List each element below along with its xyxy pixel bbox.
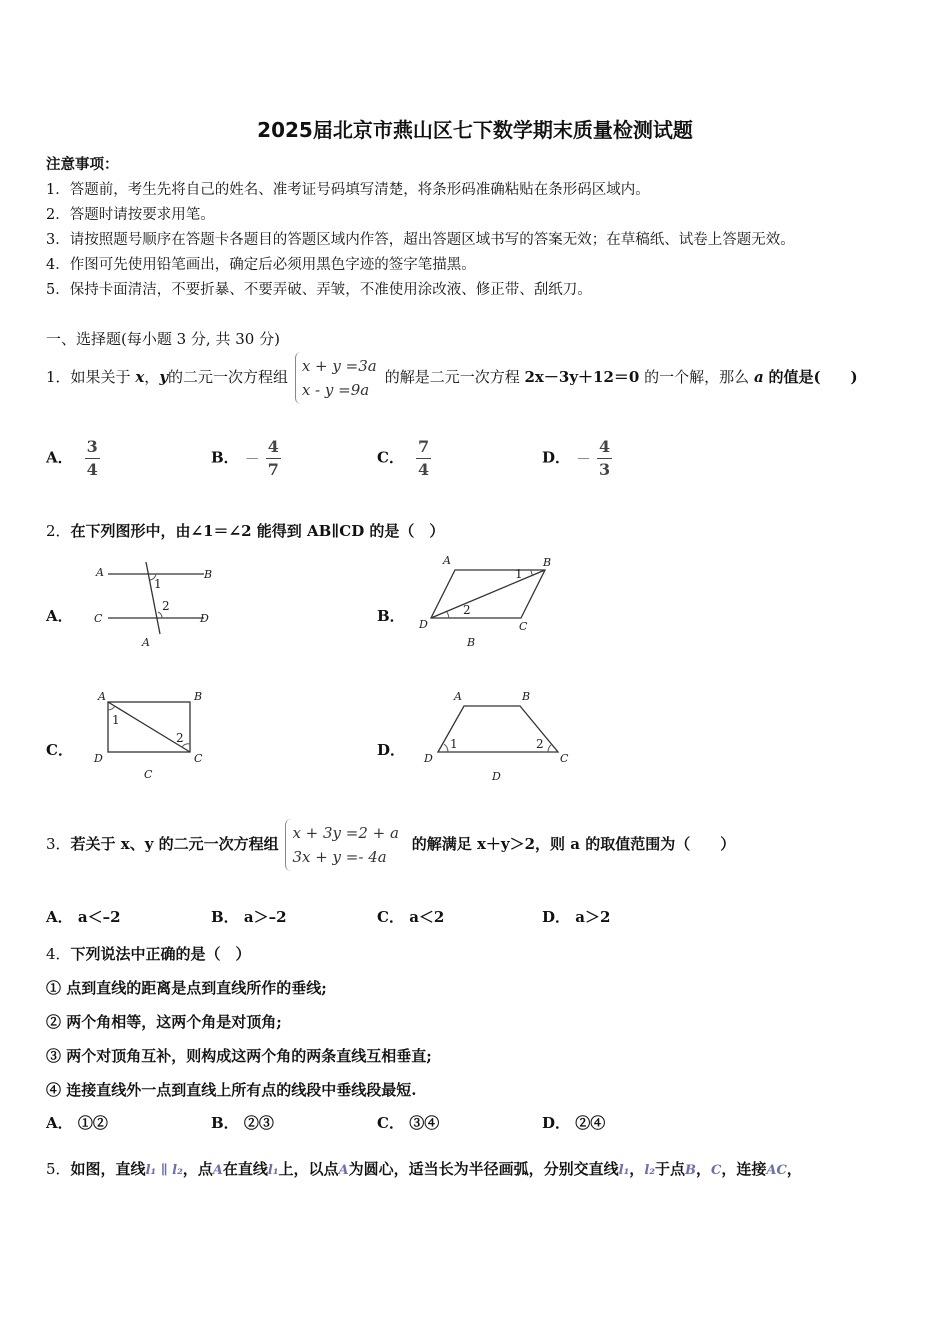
question-5: 5．如图，直线l₁ ∥ l₂，点A在直线l₁上，以点A为圆心，适当长为半径画弧，分别交直线l₁，l₂于点B，C，连接AC，	[46, 1160, 802, 1178]
question-number: 1．	[46, 368, 71, 386]
svg-text:B: B	[204, 568, 213, 581]
figure-b	[415, 552, 555, 652]
fraction: $\frac{3}{4}$	[86, 437, 98, 479]
question-3: 3．若关于 x、y 的二元一次方程组 x + 3y =2 + a 3x + y =- 4a 的解满足 x＋y＞2，则 a 的取值范围为（ ）	[46, 819, 735, 871]
statement: ④ 连接直线外一点到直线上所有点的线段中垂线段最短.	[46, 1081, 417, 1099]
notice-heading: 注意事项：	[46, 156, 119, 173]
option-b[interactable]: B．	[377, 607, 405, 625]
svg-text:D: D	[419, 618, 428, 631]
notice-item: 2．答题时请按要求用笔。	[46, 207, 215, 223]
figure-a	[88, 558, 228, 654]
svg-text:1: 1	[515, 567, 523, 581]
svg-text:1: 1	[154, 577, 162, 591]
svg-text:B: B	[543, 556, 552, 569]
notice-item: 3．请按照题号顺序在答题卡各题目的答题区域内作答，超出答题区域书写的答案无效；在草稿纸、试卷上答题无效。	[46, 232, 795, 248]
question-2: 2．在下列图形中，由∠1＝∠2 能得到 AB∥CD 的是（ ）	[46, 522, 445, 540]
option-a[interactable]: A． a＜–2	[46, 908, 121, 926]
svg-text:D: D	[200, 612, 209, 625]
notice-item: 4．作图可先使用铅笔画出，确定后必须用黑色字迹的签字笔描黑。	[46, 257, 476, 273]
option-c[interactable]: C． a＜2	[377, 908, 445, 926]
option-b[interactable]: B． a＞–2	[211, 908, 287, 926]
svg-text:B: B	[467, 636, 476, 649]
option-a[interactable]: A． $\frac{3}{4}$	[46, 437, 98, 479]
section-heading: 一、选择题(每小题 3 分, 共 30 分)	[46, 330, 280, 348]
equation-system: x + y =3a x - y =9a	[295, 352, 383, 404]
option-c[interactable]: C． $\frac{7}{4}$	[377, 437, 430, 479]
svg-text:D: D	[492, 770, 501, 783]
svg-text:2: 2	[463, 603, 471, 617]
question-4: 4．下列说法中正确的是（ ）	[46, 945, 251, 963]
svg-text:A: A	[454, 690, 462, 703]
svg-text:B: B	[194, 690, 203, 703]
svg-text:2: 2	[162, 599, 170, 613]
statement: ③ 两个对顶角互补，则构成这两个角的两条直线互相垂直;	[46, 1047, 432, 1065]
svg-text:1: 1	[450, 737, 458, 751]
figure-c	[88, 686, 218, 786]
equation-system: x + 3y =2 + a 3x + y =- 4a	[285, 819, 405, 871]
figure-d	[418, 686, 588, 786]
statement: ② 两个角相等，这两个角是对顶角;	[46, 1013, 282, 1031]
svg-text:2: 2	[176, 731, 184, 745]
page-title: 2025届北京市燕山区七下数学期末质量检测试题	[257, 118, 693, 142]
svg-text:A: A	[96, 566, 104, 579]
fraction: $\frac{7}{4}$	[417, 437, 430, 479]
option-b[interactable]: B． ②③	[211, 1114, 274, 1132]
option-d[interactable]: D． a＞2	[542, 908, 611, 926]
svg-text:A: A	[142, 636, 150, 649]
option-d[interactable]: D．	[377, 741, 406, 759]
svg-text:A: A	[443, 554, 451, 567]
svg-text:C: C	[94, 612, 103, 625]
option-c[interactable]: C．	[46, 741, 73, 759]
svg-text:C: C	[194, 752, 203, 765]
svg-text:D: D	[424, 752, 433, 765]
option-d[interactable]: D． － $\frac{4}{3}$	[542, 437, 611, 479]
svg-text:2: 2	[536, 737, 544, 751]
notice-item: 1．答题前，考生先将自己的姓名、准考证号码填写清楚，将条形码准确粘贴在条形码区域内。	[46, 182, 650, 198]
svg-text:1: 1	[112, 713, 120, 727]
notice-item: 5．保持卡面清洁，不要折暴、不要弄破、弄皱，不准使用涂改液、修正带、刮纸刀。	[46, 282, 592, 298]
fraction: $\frac{4}{3}$	[599, 437, 611, 479]
svg-text:A: A	[98, 690, 106, 703]
option-a[interactable]: A． ①②	[46, 1114, 108, 1132]
svg-text:C: C	[519, 620, 528, 633]
svg-text:C: C	[560, 752, 569, 765]
option-b[interactable]: B． － $\frac{4}{7}$	[211, 437, 279, 479]
svg-text:B: B	[522, 690, 531, 703]
svg-text:D: D	[94, 752, 103, 765]
question-1: 1．如果关于 x，y的二元一次方程组 x + y =3a x - y =9a 的解是二元一次方程 2x－3y＋12＝0 的一个解，那么 a 的值是( )	[46, 352, 858, 404]
option-c[interactable]: C． ③④	[377, 1114, 440, 1132]
fraction: $\frac{4}{7}$	[267, 437, 279, 479]
option-d[interactable]: D． ②④	[542, 1114, 606, 1132]
statement: ① 点到直线的距离是点到直线所作的垂线;	[46, 979, 327, 997]
option-a[interactable]: A．	[46, 607, 73, 625]
svg-text:C: C	[144, 768, 153, 781]
